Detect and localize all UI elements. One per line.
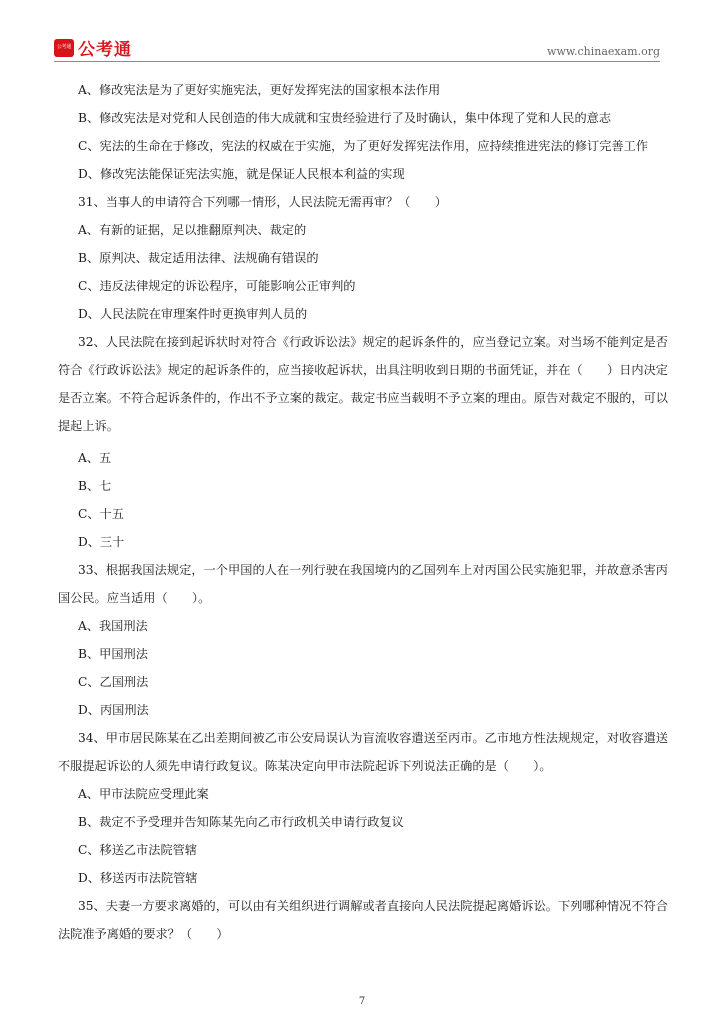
- q31-option-d: D、人民法院在审理案件时更换审判人员的: [78, 307, 308, 321]
- q32-option-b: B、七: [78, 479, 112, 493]
- q30-option-d: D、修改宪法能保证宪法实施，就是保证人民根本利益的实现: [78, 167, 405, 181]
- q30-option-c: C、宪法的生命在于修改，宪法的权威在于实施，为了更好发挥宪法作用，应持续推进宪法的修订完善工作: [78, 139, 648, 153]
- q32-stem: 32、人民法院在接到起诉状时对符合《行政诉讼法》规定的起诉条件的，应当登记立案。对当场不能判定是否符合《行政诉讼法》规定的起诉条件的，应当接收起诉状，出具注明收到日期的书面凭证，并在（ ）日内决定是否立案。不符合起诉条件的，作出不予立案的裁定。裁定书应当载明不予立案的理由。原告对裁定不服的，可以提起上诉。: [58, 335, 668, 433]
- logo-badge-text: 公考通: [56, 44, 72, 50]
- q34-option-c: C、移送乙市法院管辖: [78, 843, 198, 857]
- q31-option-b: B、原判决、裁定适用法律、法规确有错误的: [78, 251, 319, 265]
- q32-option-d: D、三十: [78, 535, 125, 549]
- q34-option-a: A、甲市法院应受理此案: [78, 787, 209, 801]
- q33-option-c: C、乙国刑法: [78, 675, 149, 689]
- q32-option-a: A、五: [78, 451, 112, 465]
- document-body: [58, 76, 668, 948]
- q31-option-c: C、违反法律规定的诉讼程序，可能影响公正审判的: [78, 279, 356, 293]
- q30-option-b: B、修改宪法是对党和人民创造的伟大成就和宝贵经验进行了及时确认，集中体现了党和人民的意志: [78, 111, 612, 125]
- q33-stem: 33、根据我国法规定，一个甲国的人在一列行驶在我国境内的乙国列车上对丙国公民实施犯罪，并故意杀害丙国公民。应当适用（ ）。: [58, 563, 668, 605]
- page-number: 7: [358, 996, 366, 1007]
- q34-stem: 34、甲市居民陈某在乙出差期间被乙市公安局误认为盲流收容遣送至丙市。乙市地方性法规规定，对收容遣送不服提起诉讼的人须先申请行政复议。陈某决定向甲市法院起诉下列说法正确的是（ ）。: [58, 731, 668, 773]
- logo-text: 公考通: [78, 40, 132, 60]
- q33-option-b: B、甲国刑法: [78, 647, 148, 661]
- q30-option-a: A、修改宪法是为了更好实施宪法，更好发挥宪法的国家根本法作用: [78, 83, 441, 97]
- logo-badge-icon: [54, 39, 74, 57]
- logo: [54, 35, 132, 60]
- q34-option-b: B、裁定不予受理并告知陈某先向乙市行政机关申请行政复议: [78, 815, 404, 829]
- q34-option-d: D、移送丙市法院管辖: [78, 871, 198, 885]
- q33-option-d: D、丙国刑法: [78, 703, 149, 717]
- q35-stem: 35、夫妻一方要求离婚的，可以由有关组织进行调解或者直接向人民法院提起离婚诉讼。下列哪种情况不符合法院准予离婚的要求？（ ）: [58, 899, 668, 941]
- site-url: www.chinaexam.org: [547, 45, 660, 58]
- page-header: [0, 0, 724, 62]
- q31-stem: 31、当事人的申请符合下列哪一情形，人民法院无需再审？（ ）: [78, 195, 447, 209]
- q31-option-a: A、有新的证据，足以推翻原判决、裁定的: [78, 223, 307, 237]
- q32-option-c: C、十五: [78, 507, 124, 521]
- header-divider: [54, 61, 660, 62]
- q33-option-a: A、我国刑法: [78, 619, 148, 633]
